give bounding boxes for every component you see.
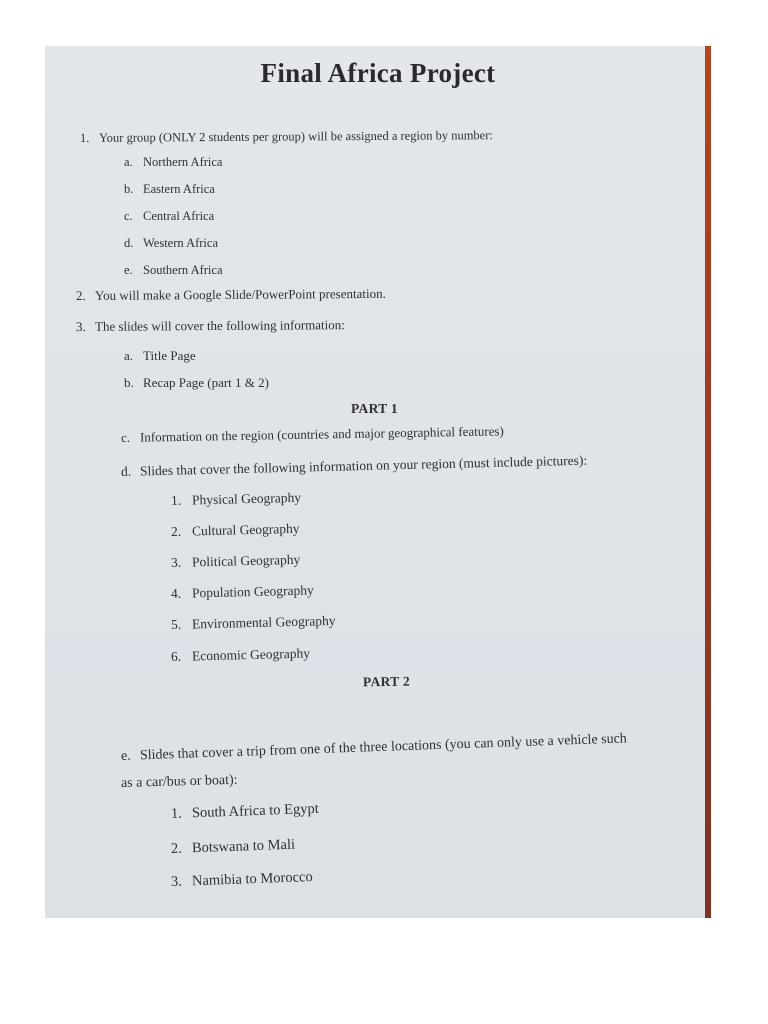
geography-text: Political Geography <box>191 551 301 570</box>
trip-number: 3. <box>170 873 183 890</box>
region-item <box>124 263 223 278</box>
trip-item <box>171 837 296 858</box>
item-3a-letter: a. <box>124 348 134 363</box>
item-3a <box>124 348 196 364</box>
geography-text: Economic Geography <box>191 645 311 664</box>
geography-text: Environmental Geography <box>191 612 336 632</box>
trip-text: Botswana to Mali <box>191 836 296 857</box>
item-3e-text-line-2: as a car/bus or boat): <box>120 772 238 791</box>
geography-item <box>171 552 301 571</box>
region-text: Central Africa <box>143 209 215 223</box>
region-letter: c. <box>124 209 133 223</box>
part-2-heading: PART 2 <box>362 673 411 690</box>
region-letter: d. <box>124 236 134 250</box>
geography-text: Population Geography <box>191 582 314 601</box>
item-3a-text: Title Page <box>143 348 196 363</box>
region-letter: b. <box>124 182 134 196</box>
region-text: Eastern Africa <box>143 182 215 196</box>
geography-number: 3. <box>170 554 182 570</box>
trip-text: South Africa to Egypt <box>191 800 320 822</box>
item-3 <box>76 317 345 335</box>
item-3b-text: Recap Page (part 1 & 2) <box>143 375 269 390</box>
item-3e-text-line-1: Slides that cover a trip from one of the three locations (you can only use a vehicle such <box>139 731 628 764</box>
item-3e-letter: e. <box>120 748 131 764</box>
item-3d <box>121 453 588 480</box>
item-3e-continued <box>121 773 238 792</box>
part-1-heading: PART 1 <box>351 401 398 416</box>
document-page <box>45 46 711 918</box>
item-1 <box>80 128 493 146</box>
geography-item <box>171 613 336 633</box>
region-text: Southern Africa <box>143 263 223 277</box>
region-item <box>124 155 222 170</box>
trip-text: Namibia to Morocco <box>191 869 313 890</box>
item-3d-letter: d. <box>120 463 132 479</box>
item-3d-text: Slides that cover the following information on your region (must include pictures): <box>139 452 588 479</box>
geography-text: Cultural Geography <box>191 520 300 539</box>
item-3c-text: Information on the region (countries and major geographical features) <box>139 423 504 445</box>
trip-number: 2. <box>170 840 183 857</box>
item-2 <box>76 286 386 304</box>
page-edge <box>705 46 711 918</box>
geography-item <box>171 583 314 602</box>
item-2-number: 2. <box>75 287 86 303</box>
item-3-text: The slides will cover the following information: <box>94 317 345 334</box>
item-1-text: Your group (ONLY 2 students per group) will be assigned a region by number: <box>98 128 493 145</box>
geography-item <box>171 646 310 665</box>
item-3b-letter: b. <box>124 375 134 390</box>
geography-number: 2. <box>170 523 182 539</box>
geography-number: 1. <box>170 492 182 508</box>
trip-item <box>171 801 319 823</box>
item-1-number: 1. <box>79 130 90 145</box>
item-3b <box>124 375 269 391</box>
item-3c-letter: c. <box>120 429 131 445</box>
region-item <box>124 236 218 251</box>
geography-text: Physical Geography <box>191 489 302 508</box>
item-3e <box>121 731 627 765</box>
geography-number: 4. <box>170 585 182 601</box>
item-2-text: You will make a Google Slide/PowerPoint presentation. <box>94 285 386 303</box>
trip-item <box>171 869 313 891</box>
item-3c <box>121 423 504 446</box>
region-text: Western Africa <box>143 236 218 250</box>
region-item <box>124 209 214 224</box>
geography-item <box>171 490 301 509</box>
geography-item <box>171 521 300 540</box>
trip-number: 1. <box>170 805 183 822</box>
region-item <box>124 182 215 197</box>
item-3-number: 3. <box>75 318 86 334</box>
region-letter: e. <box>124 263 133 277</box>
document-title: Final Africa Project <box>260 58 496 88</box>
region-letter: a. <box>124 155 133 169</box>
region-text: Northern Africa <box>143 155 223 169</box>
geography-number: 5. <box>170 616 182 632</box>
geography-number: 6. <box>170 648 182 664</box>
